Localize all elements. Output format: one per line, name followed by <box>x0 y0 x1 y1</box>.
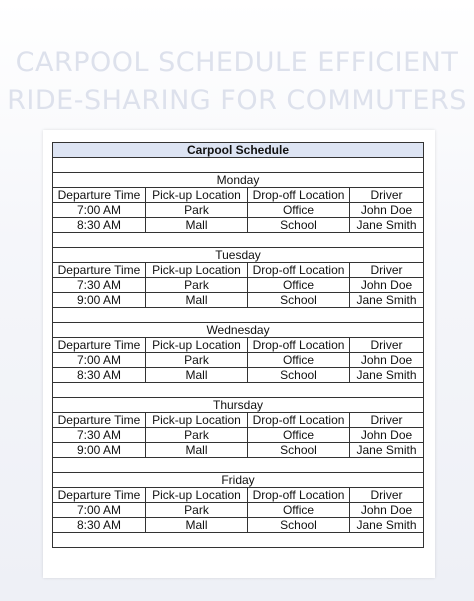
spacer-cell <box>53 158 424 173</box>
column-header: Departure Time <box>53 188 146 203</box>
day-label: Friday <box>53 473 424 488</box>
day-row <box>53 398 424 413</box>
table-cell: 7:30 AM <box>53 428 146 443</box>
table-cell: Office <box>248 503 350 518</box>
table-cell: 7:00 AM <box>53 353 146 368</box>
table-cell: 9:00 AM <box>53 293 146 308</box>
spacer-row <box>53 158 424 173</box>
schedule-body <box>53 143 424 548</box>
table-row <box>53 518 424 533</box>
column-header: Driver <box>350 488 424 503</box>
spacer-cell <box>53 458 424 473</box>
table-cell: John Doe <box>350 428 424 443</box>
table-cell: Mall <box>146 293 248 308</box>
column-header-row <box>53 338 424 353</box>
table-cell: 9:00 AM <box>53 443 146 458</box>
day-row <box>53 248 424 263</box>
table-cell: School <box>248 518 350 533</box>
carpool-schedule-table <box>52 142 424 548</box>
table-cell: Jane Smith <box>350 293 424 308</box>
day-label: Tuesday <box>53 248 424 263</box>
day-label: Monday <box>53 173 424 188</box>
table-cell: School <box>248 443 350 458</box>
table-cell: Office <box>248 278 350 293</box>
column-header: Departure Time <box>53 338 146 353</box>
table-cell: Jane Smith <box>350 443 424 458</box>
column-header: Drop-off Location <box>248 263 350 278</box>
spacer-cell <box>53 383 424 398</box>
table-cell: Office <box>248 428 350 443</box>
day-label: Thursday <box>53 398 424 413</box>
column-header-row <box>53 488 424 503</box>
column-header: Driver <box>350 338 424 353</box>
column-header-row <box>53 413 424 428</box>
table-cell: Mall <box>146 368 248 383</box>
table-cell: 7:30 AM <box>53 278 146 293</box>
column-header: Drop-off Location <box>248 488 350 503</box>
table-cell: 7:00 AM <box>53 503 146 518</box>
column-header: Drop-off Location <box>248 188 350 203</box>
page-title <box>0 44 474 120</box>
table-row <box>53 428 424 443</box>
table-cell: Park <box>146 428 248 443</box>
table-cell: Park <box>146 353 248 368</box>
table-cell: John Doe <box>350 353 424 368</box>
spacer-row <box>53 383 424 398</box>
column-header: Departure Time <box>53 263 146 278</box>
column-header: Driver <box>350 413 424 428</box>
table-cell: Jane Smith <box>350 368 424 383</box>
table-cell: Park <box>146 278 248 293</box>
table-heading-row <box>53 143 424 158</box>
column-header: Driver <box>350 188 424 203</box>
spacer-cell <box>53 233 424 248</box>
table-row <box>53 293 424 308</box>
table-cell: 8:30 AM <box>53 518 146 533</box>
spacer-row <box>53 533 424 548</box>
page-title-line-2: RIDE-SHARING FOR COMMUTERS <box>7 85 467 116</box>
spacer-row <box>53 308 424 323</box>
table-row <box>53 203 424 218</box>
day-row <box>53 323 424 338</box>
table-cell: School <box>248 293 350 308</box>
table-row <box>53 443 424 458</box>
column-header: Pick-up Location <box>146 188 248 203</box>
table-cell: 8:30 AM <box>53 368 146 383</box>
table-cell: 7:00 AM <box>53 203 146 218</box>
day-label: Wednesday <box>53 323 424 338</box>
table-cell: Office <box>248 203 350 218</box>
column-header-row <box>53 263 424 278</box>
table-cell: School <box>248 218 350 233</box>
table-cell: 8:30 AM <box>53 218 146 233</box>
column-header: Departure Time <box>53 413 146 428</box>
table-cell: Mall <box>146 443 248 458</box>
spacer-cell <box>53 308 424 323</box>
table-cell: Park <box>146 203 248 218</box>
table-cell: Park <box>146 503 248 518</box>
column-header: Drop-off Location <box>248 338 350 353</box>
column-header: Drop-off Location <box>248 413 350 428</box>
table-cell: John Doe <box>350 203 424 218</box>
day-row <box>53 473 424 488</box>
table-heading: Carpool Schedule <box>53 143 424 158</box>
column-header: Pick-up Location <box>146 488 248 503</box>
column-header-row <box>53 188 424 203</box>
table-row <box>53 368 424 383</box>
table-cell: Mall <box>146 518 248 533</box>
spacer-cell <box>53 533 424 548</box>
table-cell: Jane Smith <box>350 218 424 233</box>
column-header: Pick-up Location <box>146 413 248 428</box>
page-title-line-1: CARPOOL SCHEDULE EFFICIENT <box>15 47 459 78</box>
day-row <box>53 173 424 188</box>
table-cell: Office <box>248 353 350 368</box>
table-row <box>53 278 424 293</box>
spacer-row <box>53 458 424 473</box>
table-cell: School <box>248 368 350 383</box>
table-cell: Mall <box>146 218 248 233</box>
table-row <box>53 218 424 233</box>
column-header: Departure Time <box>53 488 146 503</box>
column-header: Pick-up Location <box>146 338 248 353</box>
table-cell: John Doe <box>350 503 424 518</box>
table-cell: Jane Smith <box>350 518 424 533</box>
column-header: Driver <box>350 263 424 278</box>
table-cell: John Doe <box>350 278 424 293</box>
spacer-row <box>53 233 424 248</box>
column-header: Pick-up Location <box>146 263 248 278</box>
table-row <box>53 353 424 368</box>
table-row <box>53 503 424 518</box>
